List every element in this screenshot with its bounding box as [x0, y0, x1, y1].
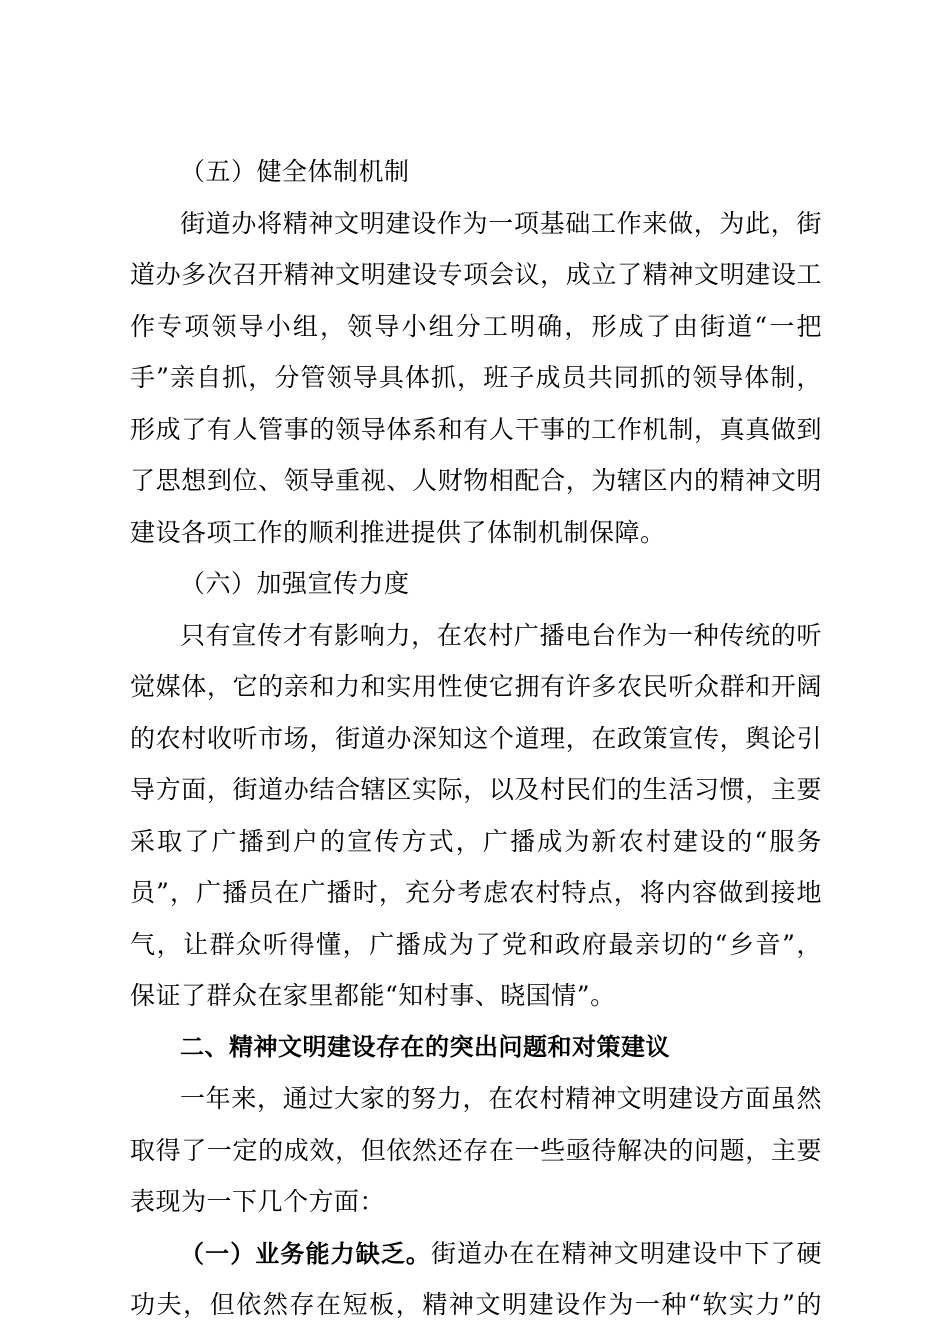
paragraph-line: 保证了群众在家里都能“知村事、晓国情”。: [130, 981, 616, 1010]
item-1-text: 街道办在在精神文明建设中下了硬: [431, 1238, 822, 1268]
paragraph-line: 功夫，但依然存在短板，精神文明建设作为一种“软实力”的: [130, 1290, 822, 1319]
document-body: [130, 146, 822, 1331]
paragraph-line: 手”亲自抓，分管领导具体抓，班子成员共同抓的领导体制，: [130, 363, 822, 392]
paragraph-line: 取得了一定的成效，但依然还存在一些亟待解决的问题，主要: [130, 1135, 822, 1165]
paragraph-line: 街道办将精神文明建设作为一项基础工作来做，为此，街: [180, 208, 822, 238]
paragraph-line: 只有宣传才有影响力，在农村广播电台作为一种传统的听: [180, 620, 822, 650]
paragraph-line: 作专项领导小组，领导小组分工明确，形成了由街道“一把: [130, 311, 822, 341]
paragraph-line: 采取了广播到户的宣传方式，广播成为新农村建设的“服务: [130, 826, 822, 856]
paragraph-line: 觉媒体，它的亲和力和实用性使它拥有许多农民听众群和开阔: [130, 672, 822, 701]
paragraph-line: 形成了有人管事的领导体系和有人干事的工作机制，真真做到: [130, 414, 822, 444]
part-heading-2: 二、精神文明建设存在的突出问题和对策建议: [180, 1032, 670, 1061]
paragraph-line: 表现为一下几个方面：: [130, 1187, 386, 1216]
paragraph-line: 的农村收听市场，街道办深知这个道理，在政策宣传，舆论引: [130, 723, 822, 753]
paragraph-line: 建设各项工作的顺利推进提供了体制机制保障。: [130, 517, 666, 547]
paragraph-line: 气，让群众听得懂，广播成为了党和政府最亲切的“乡音”，: [130, 929, 822, 959]
paragraph-line: 员”，广播员在广播时，充分考虑农村特点，将内容做到接地: [130, 878, 822, 907]
section-heading-6: （六）加强宣传力度: [180, 569, 410, 598]
item-1-lead: （一）业务能力缺乏。: [180, 1239, 432, 1268]
section-heading-5: （五）健全体制机制: [180, 157, 410, 186]
paragraph-line: 一年来，通过大家的努力，在农村精神文明建设方面虽然: [180, 1084, 822, 1113]
paragraph-line: 导方面，街道办结合辖区实际，以及村民们的生活习惯，主要: [130, 775, 822, 804]
paragraph-line: 了思想到位、领导重视、人财物相配合，为辖区内的精神文明: [130, 466, 822, 495]
item-1-line: [130, 1228, 822, 1280]
paragraph-line: 道办多次召开精神文明建设专项会议，成立了精神文明建设工: [130, 260, 822, 289]
